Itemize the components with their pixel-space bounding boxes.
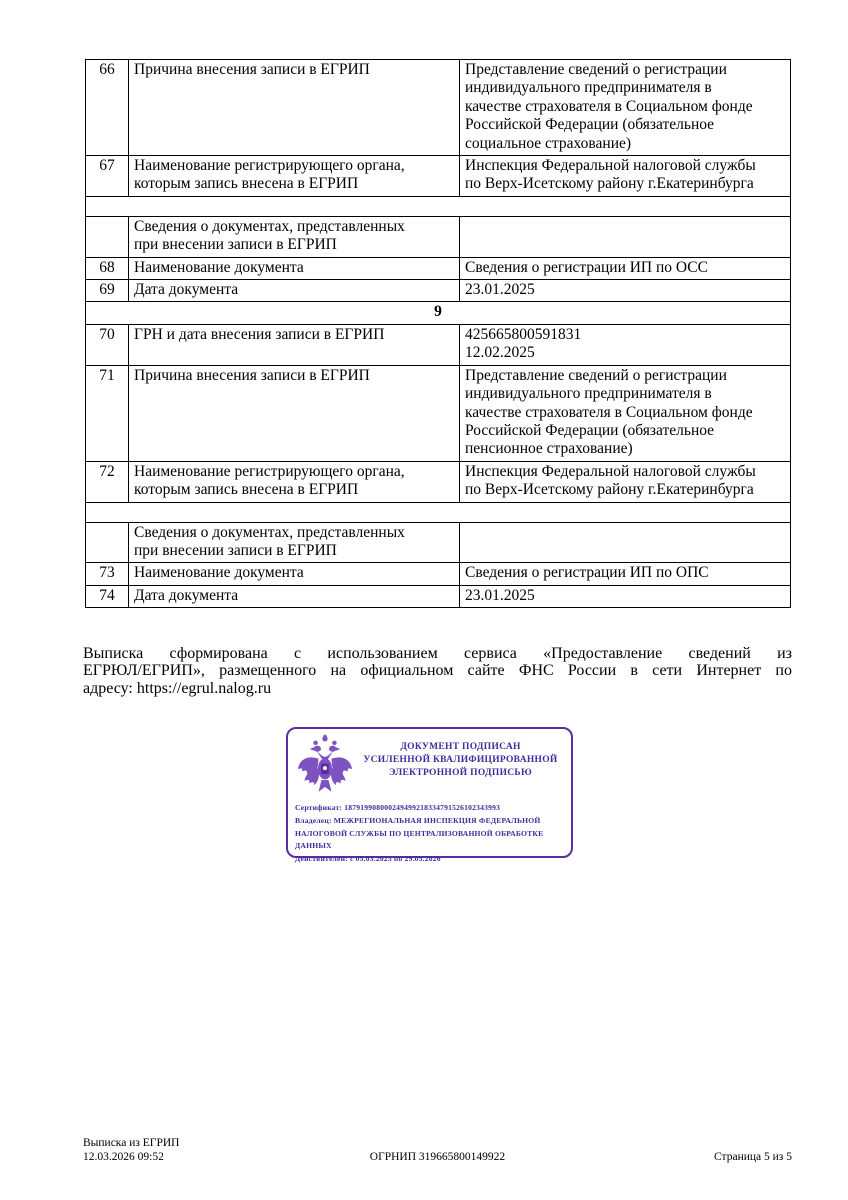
page-footer xyxy=(83,1137,792,1164)
coat-of-arms-icon xyxy=(295,734,355,800)
row-label: Дата документа xyxy=(129,585,460,607)
stamp-details xyxy=(295,802,562,866)
service-note-line: адресу: https://egrul.nalog.ru xyxy=(83,679,272,697)
row-label: Наименование документа xyxy=(129,563,460,585)
signature-stamp xyxy=(286,727,573,864)
table-row xyxy=(86,280,791,302)
section-label: Сведения о документах, представленных при внесении записи в ЕГРИП xyxy=(129,216,460,257)
row-number: 68 xyxy=(86,257,129,279)
service-note xyxy=(83,645,792,697)
stamp-header xyxy=(295,733,562,800)
table-row xyxy=(86,196,791,216)
row-label: Причина внесения записи в ЕГРИП xyxy=(129,60,460,156)
row-number: 67 xyxy=(86,156,129,197)
row-value: Инспекция Федеральной налоговой службы по Верх-Исетскому району г.Екатеринбурга xyxy=(460,156,791,197)
table-row xyxy=(86,522,791,563)
spacer-cell xyxy=(86,502,791,522)
table-row xyxy=(86,257,791,279)
table-row xyxy=(86,302,791,324)
row-number: 66 xyxy=(86,60,129,156)
row-label: Причина внесения записи в ЕГРИП xyxy=(129,365,460,461)
stamp-certificate-line: Сертификат: 187919908000249499218334791526102343993 xyxy=(295,803,501,812)
row-label: Дата документа xyxy=(129,280,460,302)
service-note-line: Выписка сформирована с использованием сервиса «Предоставление сведений из xyxy=(83,645,792,662)
footer-doc-title: Выписка из ЕГРИП xyxy=(83,1137,180,1149)
row-value: Представление сведений о регистрации индивидуального предпринимателя в качестве страхователя в Социальном фонде Российской Федерации (обязательное пенсионное страхование) xyxy=(460,365,791,461)
row-value-empty xyxy=(460,216,791,257)
stamp-title-line: ЭЛЕКТРОННОЙ ПОДПИСЬЮ xyxy=(388,768,532,778)
row-number-empty xyxy=(86,216,129,257)
row-value: 23.01.2025 xyxy=(460,280,791,302)
spacer-cell xyxy=(86,196,791,216)
row-value: Сведения о регистрации ИП по ОПС xyxy=(460,563,791,585)
table-row xyxy=(86,365,791,461)
stamp-owner-line: ДАННЫХ xyxy=(295,841,332,851)
section-label: Сведения о документах, представленных при внесении записи в ЕГРИП xyxy=(129,522,460,563)
row-number-empty xyxy=(86,522,129,563)
footer-page-number: Страница 5 из 5 xyxy=(714,1150,792,1163)
footer-left xyxy=(83,1137,296,1164)
table-row xyxy=(86,60,791,156)
footer-ogrnip: ОГРНИП 319665800149922 xyxy=(369,1150,506,1163)
row-value: Сведения о регистрации ИП по ОСС xyxy=(460,257,791,279)
row-number: 70 xyxy=(86,324,129,365)
row-label: ГРН и дата внесения записи в ЕГРИП xyxy=(129,324,460,365)
service-note-line: ЕГРЮЛ/ЕГРИП», размещенного на официальном сайте ФНС России в сети Интернет по xyxy=(83,662,792,680)
table-row xyxy=(86,563,791,585)
stamp-owner-line: Владелец: МЕЖРЕГИОНАЛЬНАЯ ИНСПЕКЦИЯ ФЕДЕРАЛЬНОЙ xyxy=(295,815,541,825)
stamp-title xyxy=(355,733,562,780)
row-value-empty xyxy=(460,522,791,563)
table-row xyxy=(86,156,791,197)
stamp-title-line: ДОКУМЕНТ ПОДПИСАН xyxy=(400,742,521,752)
row-value: Представление сведений о регистрации индивидуального предпринимателя в качестве страхователя в Социальном фонде Российской Федерации (обязательное социальное страхование) xyxy=(460,60,791,156)
row-value: 425665800591831 12.02.2025 xyxy=(460,324,791,365)
egrip-table xyxy=(85,59,791,608)
stamp-validity-line: Действителен: с 05.03.2025 по 29.05.2026 xyxy=(295,854,441,864)
row-number: 71 xyxy=(86,365,129,461)
table-row xyxy=(86,585,791,607)
table-row xyxy=(86,216,791,257)
table-row xyxy=(86,461,791,502)
row-label: Наименование регистрирующего органа, которым запись внесена в ЕГРИП xyxy=(129,461,460,502)
stamp-title-line: УСИЛЕННОЙ КВАЛИФИЦИРОВАННОЙ xyxy=(363,755,558,765)
record-group-number: 9 xyxy=(86,302,791,324)
stamp-owner-line: НАЛОГОВОЙ СЛУЖБЫ ПО ЦЕНТРАЛИЗОВАННОЙ ОБРАБОТКЕ xyxy=(295,828,544,838)
egrip-table-body xyxy=(86,60,791,608)
row-value: 23.01.2025 xyxy=(460,585,791,607)
row-number: 69 xyxy=(86,280,129,302)
row-value: Инспекция Федеральной налоговой службы по Верх-Исетскому району г.Екатеринбурга xyxy=(460,461,791,502)
row-label: Наименование регистрирующего органа, которым запись внесена в ЕГРИП xyxy=(129,156,460,197)
row-number: 73 xyxy=(86,563,129,585)
table-row xyxy=(86,502,791,522)
row-number: 72 xyxy=(86,461,129,502)
row-number: 74 xyxy=(86,585,129,607)
footer-timestamp: 12.03.2026 09:52 xyxy=(83,1150,164,1163)
row-label: Наименование документа xyxy=(129,257,460,279)
table-row xyxy=(86,324,791,365)
